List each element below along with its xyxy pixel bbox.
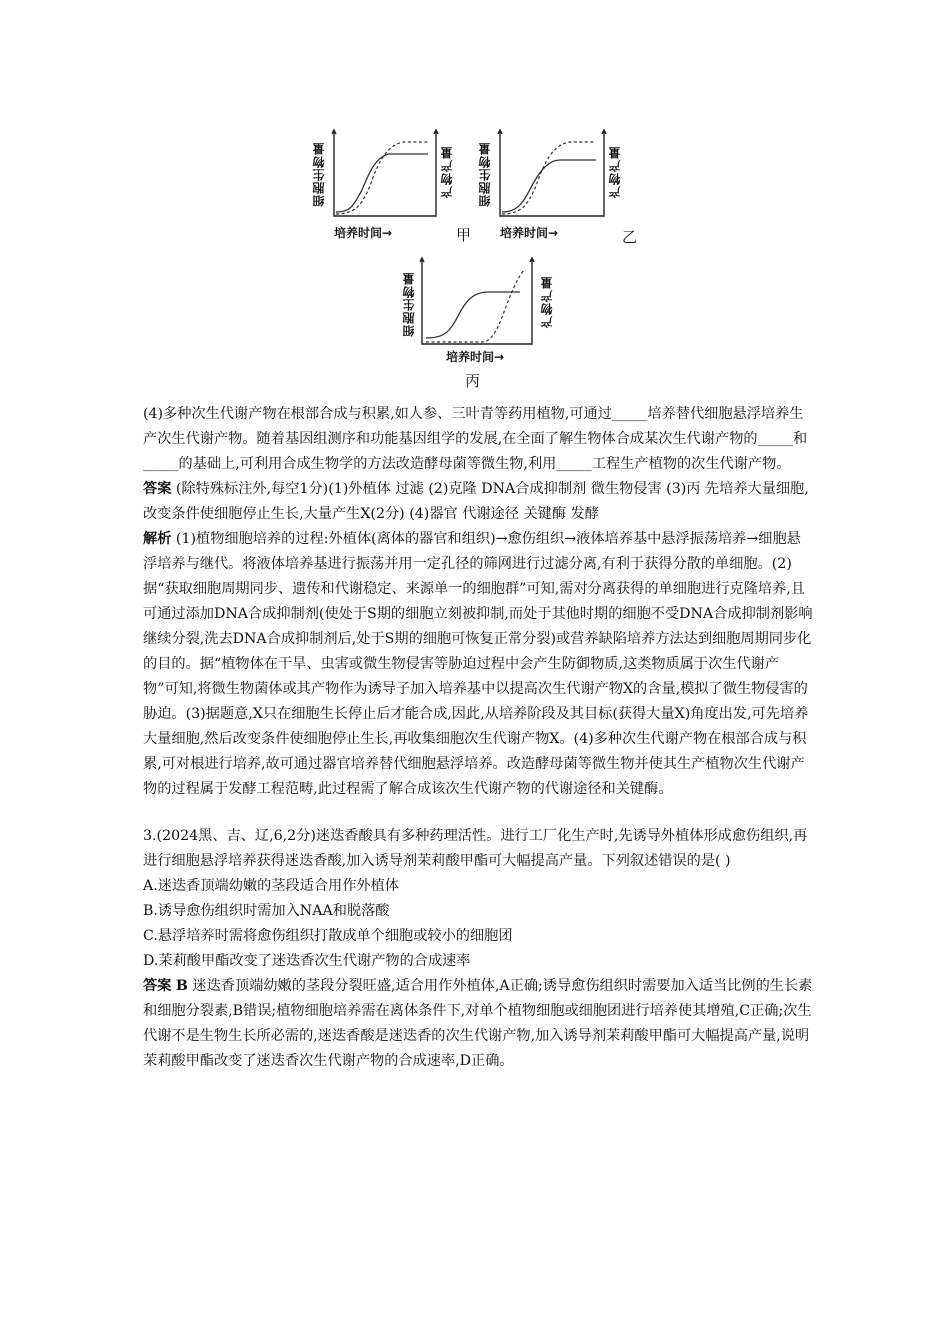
figure-bing-ylabel: 细胞生物量 xyxy=(402,272,416,337)
figure-jia-ylabel: 细胞生物量 xyxy=(312,142,326,207)
axes xyxy=(500,130,604,216)
figure-yi xyxy=(476,122,676,247)
biomass-curve xyxy=(502,160,596,212)
q3-answer xyxy=(143,974,813,1074)
figure-jia-label: 甲 xyxy=(456,226,472,244)
figure-bing-label: 丙 xyxy=(465,372,481,390)
q3-answer-key: B xyxy=(175,978,188,994)
figure-yi-y2label: 产物产量 xyxy=(608,146,622,198)
q3-option-d: D.茉莉酸甲酯改变了迷迭香次生代谢产物的合成速率 xyxy=(143,953,471,969)
q2-answer-text: (除特殊标注外,每空1分)(1)外植体 过滤 (2)克隆 DNA合成抑制剂 微生物侵害 (3)丙 先培养大量细胞,改变条件使细胞停止生长,大量产生X(2分) (4)器官 代谢途径 关键酶 发酵 xyxy=(143,481,809,522)
product-curve xyxy=(502,142,596,214)
figure-bing xyxy=(390,252,560,392)
q3-answer-text: 迷迭香顶端幼嫩的茎段分裂旺盛,适合用作外植体,A正确;诱导愈伤组织时需要加入适当比例的生长素和细胞分裂素,B错误;植物细胞培养需在离体条件下,对单个植物细胞或细胞团进行培养使其增殖,C正确;次生代谢不是生物生长所必需的,迷迭香酸是迷迭香的次生代谢产物,加入诱导剂茉莉酸甲酯可大幅提高产量,说明茉莉酸甲酯改变了迷迭香次生代谢产物的合成速率,D正确。 xyxy=(143,978,813,1069)
axes xyxy=(422,258,532,344)
axes xyxy=(334,130,436,216)
question-2-continued xyxy=(143,402,813,1074)
q2-analysis-text: (1)植物细胞培养的过程:外植体(离体的器官和组织)→愈伤组织→液体培养基中悬浮振荡培养→细胞悬浮培养与继代。将液体培养基进行振荡并用一定孔径的筛网进行过滤分离,有利于获得分散的单细胞。(2)据“获取细胞周期同步、遗传和代谢稳定、来源单一的细胞群”可知,需对分离获得的单细胞进行克隆培养,且可通过添加DNA合成抑制剂(使处于S期的细胞立刻被抑制,而处于其他时期的细胞不受DNA合成抑制剂影响继续分裂,洗去DNA合成抑制剂后,处于S期的细胞可恢复正常分裂)或营养缺陷培养方法达到细胞周期同步化的目的。据“植物体在干旱、虫害或微生物侵害等胁迫过程中会产生防御物质,这类物质属于次生代谢产物”可知,将微生物菌体或其产物作为诱导子加入培养基中以提高次生代谢产物X的含量,模拟了微生物侵害的胁迫。(3)据题意,X只在细胞生长停止后才能合成,因此,从培养阶段及其目标(获得大量X)角度出发,可先培养大量细胞,然后改变条件使细胞停止生长,再收集细胞次生代谢产物X。(4)多种次生代谢产物在根部合成与积累,可对根进行培养,故可通过器官培养替代细胞悬浮培养。改造酵母菌等微生物并使其生产植物次生代谢产物的过程属于发酵工程范畴,此过程需了解合成该次生代谢产物的代谢途径和关键酶。 xyxy=(143,531,813,797)
q2-answer-label: 答案 xyxy=(143,481,172,497)
q3-option-a: A.迷迭香顶端幼嫩的茎段适合用作外植体 xyxy=(143,878,399,894)
figure-yi-ylabel: 细胞生物量 xyxy=(478,142,492,207)
figure-jia-xlabel: 培养时间→ xyxy=(334,226,393,240)
product-curve xyxy=(426,270,524,342)
q2-answer xyxy=(143,477,813,527)
figure-bing-xlabel: 培养时间→ xyxy=(446,350,505,364)
figure-bing-y2label: 产物产量 xyxy=(540,276,554,328)
q2-analysis xyxy=(143,527,813,802)
axis-arrows xyxy=(498,130,606,134)
q3-option-c: C.悬浮培养时需将愈伤组织打散成单个细胞或较小的细胞团 xyxy=(143,928,513,944)
q2-part4: (4)多种次生代谢产物在根部合成与积累,如人参、三叶青等药用植物,可通过_____培养替代细胞悬浮培养生产次生代谢产物。随着基因组测序和功能基因组学的发展,在全面了解生物体合成某次生代谢产物的_____和_____的基础上,可利用合成生物学的方法改造酵母菌等微生物,利用_____工程生产植物的次生代谢产物。 xyxy=(143,406,808,472)
spacer xyxy=(143,802,813,824)
figure-jia-y2label: 产物产量 xyxy=(440,146,454,198)
figures-area xyxy=(0,0,950,400)
figure-yi-plot xyxy=(498,130,648,230)
biomass-curve xyxy=(426,292,520,338)
figure-yi-xlabel: 培养时间→ xyxy=(500,226,559,240)
figure-jia-plot xyxy=(332,130,482,230)
q3-stem: 3.(2024黑、吉、辽,6,2分)迷迭香酸具有多种药理活性。进行工厂化生产时,先诱导外植体形成愈伤组织,再进行细胞悬浮培养获得迷迭香酸,加入诱导剂茉莉酸甲酯可大幅提高产量。下列叙述错误的是( ) xyxy=(143,828,808,869)
q3-option-b: B.诱导愈伤组织时需加入NAA和脱落酸 xyxy=(143,903,390,919)
q3-answer-label: 答案 xyxy=(143,978,172,994)
biomass-curve xyxy=(336,154,428,212)
axis-arrows xyxy=(420,258,534,262)
axis-arrows xyxy=(332,130,438,134)
q2-analysis-label: 解析 xyxy=(143,531,172,547)
product-curve xyxy=(336,142,428,214)
figure-yi-label: 乙 xyxy=(622,228,638,246)
figure-jia xyxy=(296,122,496,247)
